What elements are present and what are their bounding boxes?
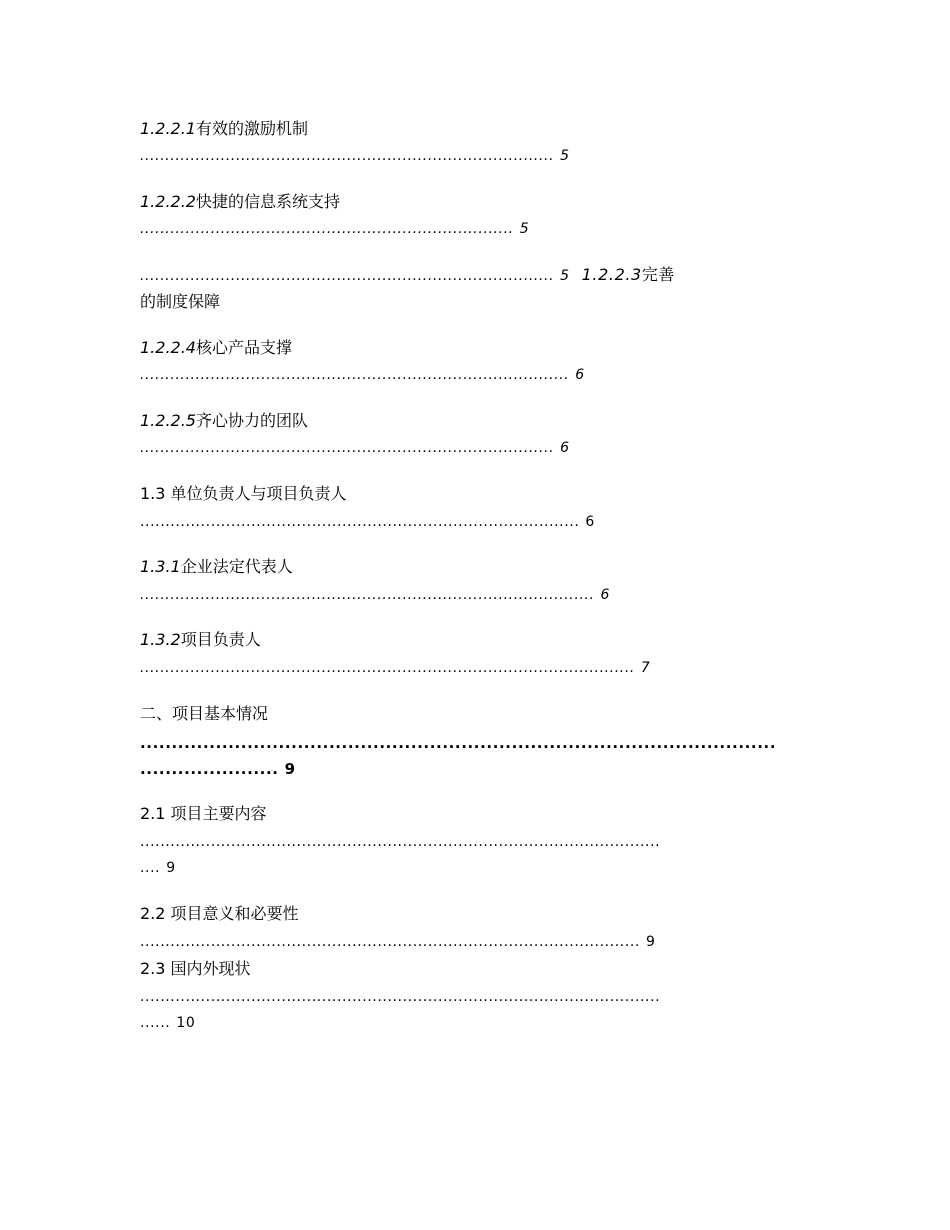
toc-dots: .......................................................................................... (140, 587, 595, 603)
toc-entry-title[interactable] (140, 959, 251, 979)
toc-page-number: 6 (600, 587, 611, 603)
toc-chapter-title[interactable] (140, 704, 268, 724)
toc-entry-number: 1.2.2.1 (140, 119, 196, 138)
toc-entry-text: 齐心协力的团队 (195, 411, 308, 430)
toc-entry-leader (140, 659, 650, 677)
toc-entry-title[interactable] (140, 630, 261, 650)
toc-entry-number: 2.2 (140, 904, 166, 923)
toc-dots: .................................................................................. (140, 148, 555, 164)
toc-entry-leader-continued (140, 760, 296, 778)
toc-entry-number: 2.1 (140, 804, 166, 823)
toc-dots: ..................................................................................................... (140, 734, 777, 752)
toc-entry-title[interactable] (140, 804, 267, 824)
toc-page-number: 9 (166, 860, 176, 876)
toc-page-number: 7 (640, 660, 651, 676)
toc-entry-text: 的制度保障 (140, 292, 221, 311)
toc-page-number: 5 (519, 221, 530, 237)
toc-page-number: 6 (560, 440, 570, 456)
toc-entry-number: 2.3 (140, 959, 166, 978)
toc-entry-text: 核心产品支撑 (195, 338, 292, 357)
toc-entry-title[interactable] (140, 904, 299, 924)
toc-page-number: 6 (575, 367, 585, 383)
toc-entry-text: 项目主要内容 (170, 804, 267, 823)
toc-page-number: 5 (560, 268, 570, 284)
toc-entry-leader (140, 266, 675, 285)
toc-dots: ....................................................................................................... (140, 989, 661, 1005)
toc-page-number: 6 (585, 514, 595, 530)
toc-dots: .................................................................................. (140, 440, 555, 456)
toc-entry-leader-continued (140, 859, 176, 877)
toc-dots: ...................... (140, 760, 279, 778)
toc-entry-leader (140, 933, 655, 951)
toc-entry-text: 二、项目基本情况 (140, 704, 269, 723)
toc-dots: .................................................................................. (140, 268, 555, 284)
toc-entry-text: 单位负责人与项目负责人 (170, 484, 347, 503)
toc-dots: ....................................................................................... (140, 514, 580, 530)
toc-page-number: 9 (284, 760, 296, 778)
toc-entry-title[interactable] (140, 557, 293, 577)
toc-page-number: 9 (645, 934, 656, 950)
toc-dots: ....................................................................................................... (140, 834, 661, 850)
toc-entry-leader (140, 734, 776, 752)
toc-entry-leader (140, 833, 660, 851)
toc-entry-number: 1.3.2 (140, 630, 181, 649)
toc-dots: .................................................................................................. (140, 660, 635, 676)
toc-entry-text: 项目负责人 (180, 630, 261, 649)
toc-entry-text: 企业法定代表人 (180, 557, 293, 576)
toc-entry-leader (140, 220, 529, 238)
toc-entry-number: 1.2.2.4 (140, 338, 196, 357)
toc-entry-number: 1.2.2.2 (140, 192, 196, 211)
toc-entry-leader (140, 439, 570, 457)
toc-dots: ................................................................................................... (140, 934, 640, 950)
toc-entry-leader (140, 366, 585, 384)
toc-entry-text: 快捷的信息系统支持 (195, 192, 340, 211)
toc-dots: .......................................................................... (140, 221, 514, 237)
toc-entry-number: 1.2.2.5 (140, 411, 196, 430)
toc-entry-leader (140, 513, 595, 531)
toc-page-number: 5 (560, 148, 570, 164)
toc-entry-leader (140, 147, 570, 165)
toc-entry-title-continued[interactable] (140, 292, 220, 312)
toc-entry-leader (140, 586, 610, 604)
toc-entry-text: 项目意义和必要性 (170, 904, 299, 923)
toc-dots: ...... (140, 1015, 171, 1031)
toc-entry-title[interactable] (140, 411, 308, 431)
toc-entry-title[interactable] (140, 338, 292, 358)
toc-entry-title[interactable] (140, 119, 308, 139)
toc-dots: .... (140, 860, 161, 876)
toc-entry-number: 1.3 (140, 484, 166, 503)
toc-entry-leader-continued (140, 1014, 195, 1032)
toc-entry-title[interactable] (140, 192, 340, 212)
toc-page-number: 10 (176, 1015, 196, 1031)
toc-entry-number[interactable]: 1.2.2.3 (581, 266, 642, 284)
toc-entry-title[interactable] (140, 484, 347, 504)
toc-entry-text: 国内外现状 (170, 959, 251, 978)
toc-entry-text[interactable]: 完善 (641, 266, 676, 284)
toc-dots: ..................................................................................... (140, 367, 570, 383)
toc-entry-leader (140, 988, 660, 1006)
toc-entry-number: 1.3.1 (140, 557, 181, 576)
toc-entry-text: 有效的激励机制 (195, 119, 308, 138)
